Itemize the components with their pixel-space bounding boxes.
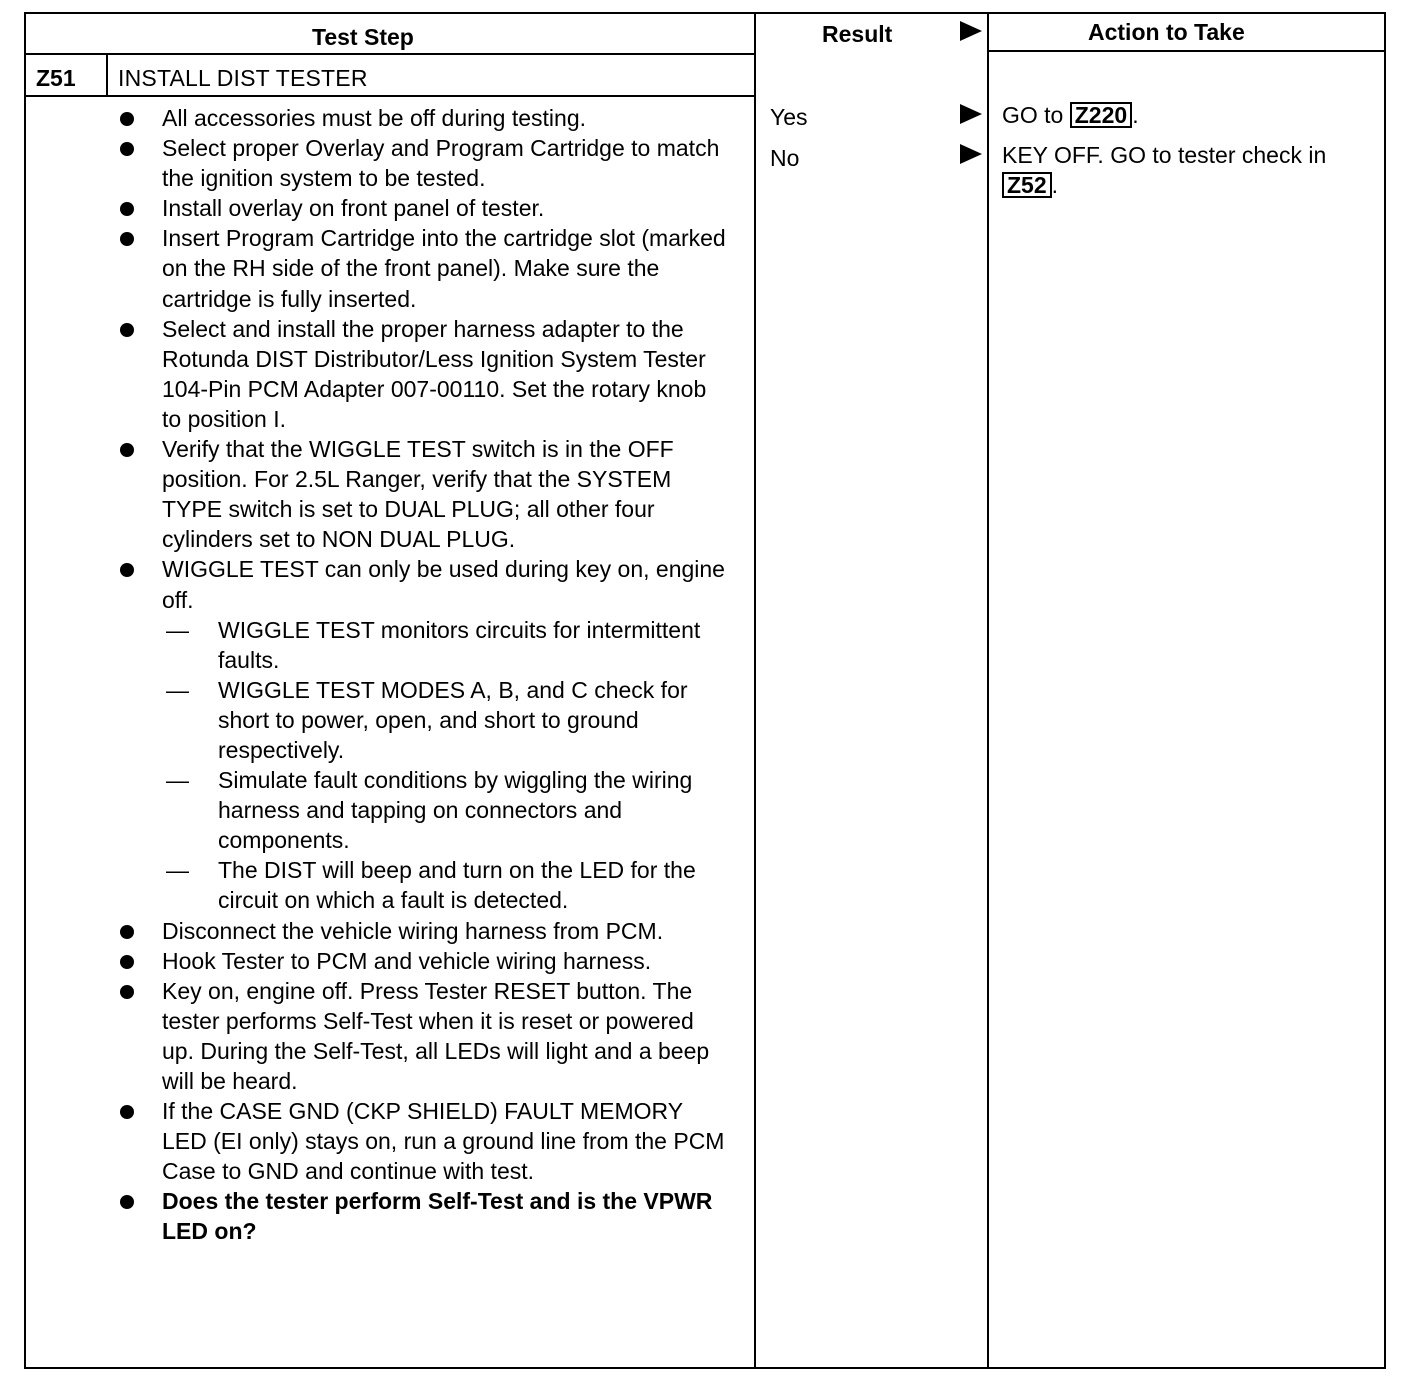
- instruction-subitem: [24, 615, 732, 675]
- bullet-icon: [120, 112, 134, 126]
- test-question: [24, 1186, 728, 1246]
- header-result: Result: [822, 21, 893, 47]
- bullet-icon: [120, 142, 134, 156]
- header-test-step: Test Step: [312, 24, 414, 50]
- action-no: [1002, 140, 1382, 200]
- action-yes-text: GO to: [1002, 102, 1070, 128]
- result-no-arrow-icon: [960, 144, 982, 164]
- result-yes-arrow-icon: [960, 104, 982, 124]
- bullet-icon: [120, 202, 134, 216]
- instruction-text: Simulate fault conditions by wiggling the wiring harness and tapping on connectors and components.: [218, 767, 693, 854]
- instruction-item: [24, 976, 728, 1096]
- instruction-text: If the CASE GND (CKP SHIELD) FAULT MEMORY LED (EI only) stays on, run a ground line from the PCM Case to GND and continue with test.: [162, 1098, 725, 1185]
- bullet-icon: [120, 443, 134, 457]
- step-title: INSTALL DIST TESTER: [118, 65, 368, 91]
- bullet-icon: [120, 925, 134, 939]
- instruction-text: Disconnect the vehicle wiring harness from PCM.: [162, 917, 664, 944]
- instruction-item: [24, 554, 728, 614]
- instruction-item: [24, 314, 728, 434]
- question-text: Does the tester perform Self-Test and is the VPWR LED on?: [162, 1188, 713, 1245]
- action-yes: [1002, 100, 1382, 130]
- action-no-suffix: .: [1051, 172, 1059, 198]
- column-divider-result: [754, 12, 756, 1369]
- instruction-item: [24, 103, 728, 133]
- step-instructions: [24, 103, 734, 1247]
- instruction-item: [24, 133, 728, 193]
- instruction-text: Install overlay on front panel of tester.: [162, 195, 545, 222]
- instruction-text: All accessories must be off during testing.: [162, 105, 587, 131]
- instruction-text: The DIST will beep and turn on the LED for the circuit on which a fault is detected.: [218, 857, 696, 914]
- instruction-item: [24, 223, 728, 313]
- instruction-subitem: [24, 765, 732, 855]
- step-id: Z51: [36, 65, 76, 91]
- instruction-item: [24, 916, 728, 946]
- header-divider-action: [987, 50, 1386, 52]
- instruction-text: WIGGLE TEST can only be used during key on, engine off.: [162, 556, 725, 613]
- header-divider-test-step: [24, 53, 756, 55]
- dash-icon: —: [166, 616, 189, 643]
- instruction-text: Hook Tester to PCM and vehicle wiring harness.: [162, 947, 652, 974]
- dash-icon: —: [166, 676, 189, 703]
- step-id-divider: [106, 53, 108, 97]
- dash-icon: —: [166, 767, 189, 794]
- bullet-icon: [120, 985, 134, 999]
- action-no-text: KEY OFF. GO to tester check in: [1002, 142, 1327, 168]
- bullet-icon: [120, 1195, 134, 1209]
- action-yes-suffix: .: [1132, 102, 1139, 128]
- instruction-text: Key on, engine off. Press Tester RESET button. The tester performs Self-Test when it is reset or powered up. During the Self-Test, all LEDs will light and a beep will be heard.: [162, 977, 710, 1094]
- header-action-to-take: Action to Take: [1088, 19, 1245, 45]
- instruction-subitem: [24, 675, 732, 765]
- instruction-text: Insert Program Cartridge into the cartridge slot (marked on the RH side of the front panel). Make sure the cartridge is fully inserted.: [162, 225, 726, 312]
- result-no: No: [770, 145, 800, 171]
- instruction-text: WIGGLE TEST monitors circuits for intermittent faults.: [218, 616, 701, 673]
- instruction-item: [24, 1096, 728, 1186]
- instruction-item: [24, 946, 728, 976]
- step-ref-z220: Z220: [1070, 102, 1132, 128]
- step-ref-z52: Z52: [1002, 172, 1052, 198]
- dash-icon: —: [166, 857, 189, 884]
- instruction-text: Verify that the WIGGLE TEST switch is in the OFF position. For 2.5L Ranger, verify that the SYSTEM TYPE switch is set to DUAL PLUG; all other four cylinders set to NON DUAL PLUG.: [162, 436, 674, 553]
- instruction-item: [24, 193, 728, 223]
- bullet-icon: [120, 323, 134, 337]
- result-yes: Yes: [770, 104, 808, 130]
- instruction-text: WIGGLE TEST MODES A, B, and C check for short to power, open, and short to ground respectively.: [218, 676, 688, 763]
- instruction-text: Select and install the proper harness adapter to the Rotunda DIST Distributor/Less Ignition System Tester 104-Pin PCM Adapter 007-00110. Set the rotary knob to position I.: [162, 315, 707, 432]
- step-title-row-divider: [24, 95, 756, 97]
- column-divider-action: [987, 12, 989, 1369]
- bullet-icon: [120, 955, 134, 969]
- bullet-icon: [120, 1105, 134, 1119]
- instruction-subitem: [24, 855, 732, 915]
- bullet-icon: [120, 232, 134, 246]
- bullet-icon: [120, 563, 134, 577]
- header-arrow-icon: [960, 21, 982, 41]
- instruction-text: Select proper Overlay and Program Cartridge to match the ignition system to be tested.: [162, 135, 720, 192]
- instruction-item: [24, 434, 728, 554]
